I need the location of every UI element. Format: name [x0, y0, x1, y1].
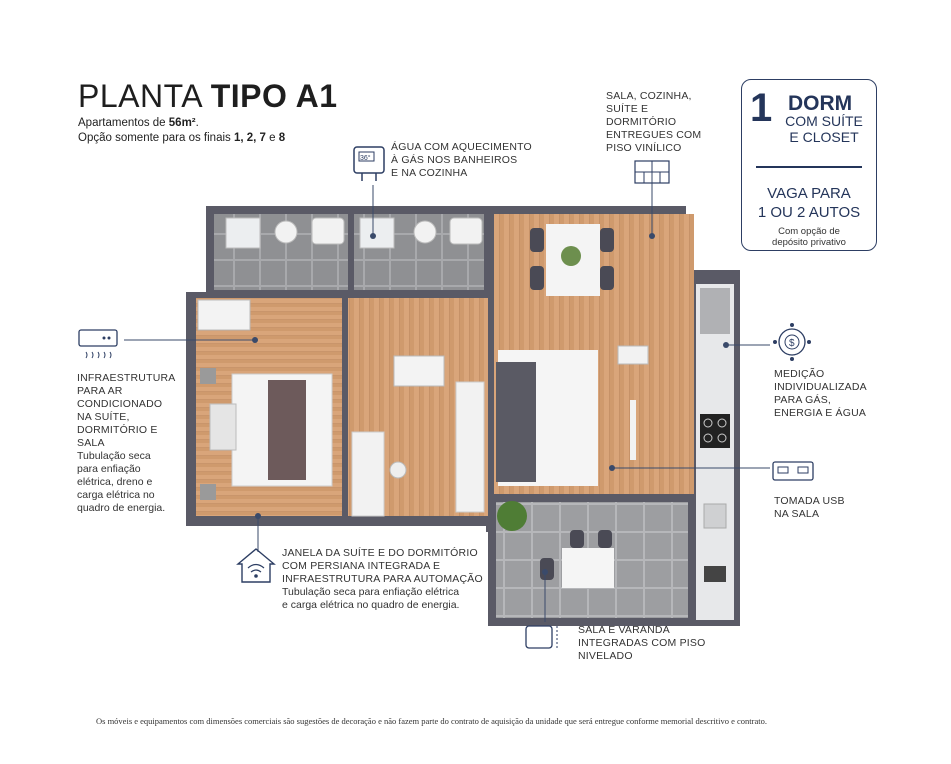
piso-line-2: SUÍTE E	[606, 103, 649, 115]
parking-line-2: 1 OU 2 AUTOS	[757, 204, 861, 221]
water-line-3: E NA COZINHA	[391, 167, 468, 179]
water-line-1: ÁGUA COM AQUECIMENTO	[391, 141, 532, 153]
finals-values: 1, 2, 7	[233, 132, 266, 144]
ar-note-2: para enfiação	[77, 463, 141, 475]
ar-note-3: elétrica, dreno e	[77, 476, 153, 488]
parking-line-1: VAGA PARA	[767, 185, 851, 202]
finals-and: e	[265, 132, 279, 144]
dorm-count: 1	[750, 86, 773, 130]
deposit-line-1: Com opção de	[778, 226, 840, 237]
ar-line-1: INFRAESTRUTURA	[77, 372, 176, 384]
piso-line-5: PISO VINÍLICO	[606, 142, 682, 154]
piso-line-4: ENTREGUES COM	[606, 129, 702, 141]
ar-note-1: Tubulação seca	[77, 450, 151, 462]
janela-note-2: e carga elétrica no quadro de energia.	[282, 599, 460, 611]
window-automation-note	[282, 547, 483, 612]
usb-line-2: NA SALA	[774, 508, 820, 520]
varanda-line-2: INTEGRADAS COM PISO	[578, 637, 706, 649]
medicao-line-2: INDIVIDUALIZADA	[774, 381, 867, 393]
water-line-2: À GÁS NOS BANHEIROS	[391, 154, 518, 166]
finals-last: 8	[278, 132, 286, 144]
area-value: 56m²	[168, 117, 196, 129]
suite-line-1: COM SUÍTE	[785, 113, 863, 129]
ar-line-3: CONDICIONADO	[77, 398, 163, 410]
title-bold: TIPO A1	[210, 78, 338, 114]
dorm-label: DORM	[788, 92, 853, 115]
svg-text:$: $	[789, 338, 795, 349]
smart-home-icon	[236, 546, 276, 584]
ar-line-6: SALA	[77, 437, 105, 449]
deposit-line-2: depósito privativo	[772, 237, 846, 248]
usb-outlet-icon	[772, 460, 814, 484]
title-light: PLANTA	[78, 78, 211, 114]
water-heating-note	[391, 141, 532, 180]
utility-meter-icon	[772, 322, 812, 362]
vinyl-floor-icon	[634, 160, 670, 184]
area-suffix: .	[195, 117, 199, 129]
varanda-line-3: NIVELADO	[578, 650, 633, 662]
janela-line-3: INFRAESTRUTURA PARA AUTOMAÇÃO	[282, 573, 483, 585]
ar-line-4: NA SUÍTE,	[77, 411, 130, 423]
air-conditioner-icon	[78, 328, 120, 364]
disclaimer: Os móveis e equipamentos com dimensões comerciais são sugestões de decoração e não fazem parte do contrato de aquisição da unidade que será entregue conforme memorial descritivo e contrato.	[96, 716, 768, 726]
ar-line-5: DORMITÓRIO E	[77, 424, 158, 436]
vinyl-floor-note	[606, 90, 701, 155]
janela-note-1: Tubulação seca para enfiação elétrica	[282, 586, 460, 598]
balcony-note	[578, 624, 705, 663]
ar-note-5: quadro de energia.	[77, 502, 166, 514]
metering-note	[774, 368, 867, 420]
water-heater-icon	[352, 145, 386, 183]
usb-line-1: TOMADA USB	[774, 495, 845, 507]
medicao-line-3: PARA GÁS,	[774, 394, 832, 406]
ar-line-2: PARA AR	[77, 385, 123, 397]
janela-line-2: COM PERSIANA INTEGRADA E	[282, 560, 441, 572]
balcony-level-icon	[524, 624, 560, 652]
ar-note-4: carga elétrica no	[77, 489, 155, 501]
piso-line-3: DORMITÓRIO	[606, 116, 677, 128]
piso-line-1: SALA, COZINHA,	[606, 90, 692, 102]
usb-note	[774, 495, 845, 521]
medicao-line-4: ENERGIA E ÁGUA	[774, 407, 867, 419]
medicao-line-1: MEDIÇÃO	[774, 368, 825, 380]
varanda-line-1: SALA E VARANDA	[578, 624, 670, 636]
air-conditioning-note	[77, 372, 175, 515]
heater-display: 36°	[360, 155, 371, 162]
janela-line-1: JANELA DA SUÍTE E DO DORMITÓRIO	[282, 547, 478, 559]
finals-prefix: Opção somente para os finais	[78, 132, 234, 144]
suite-line-2: E CLOSET	[789, 129, 859, 145]
area-prefix: Apartamentos de	[78, 117, 169, 129]
